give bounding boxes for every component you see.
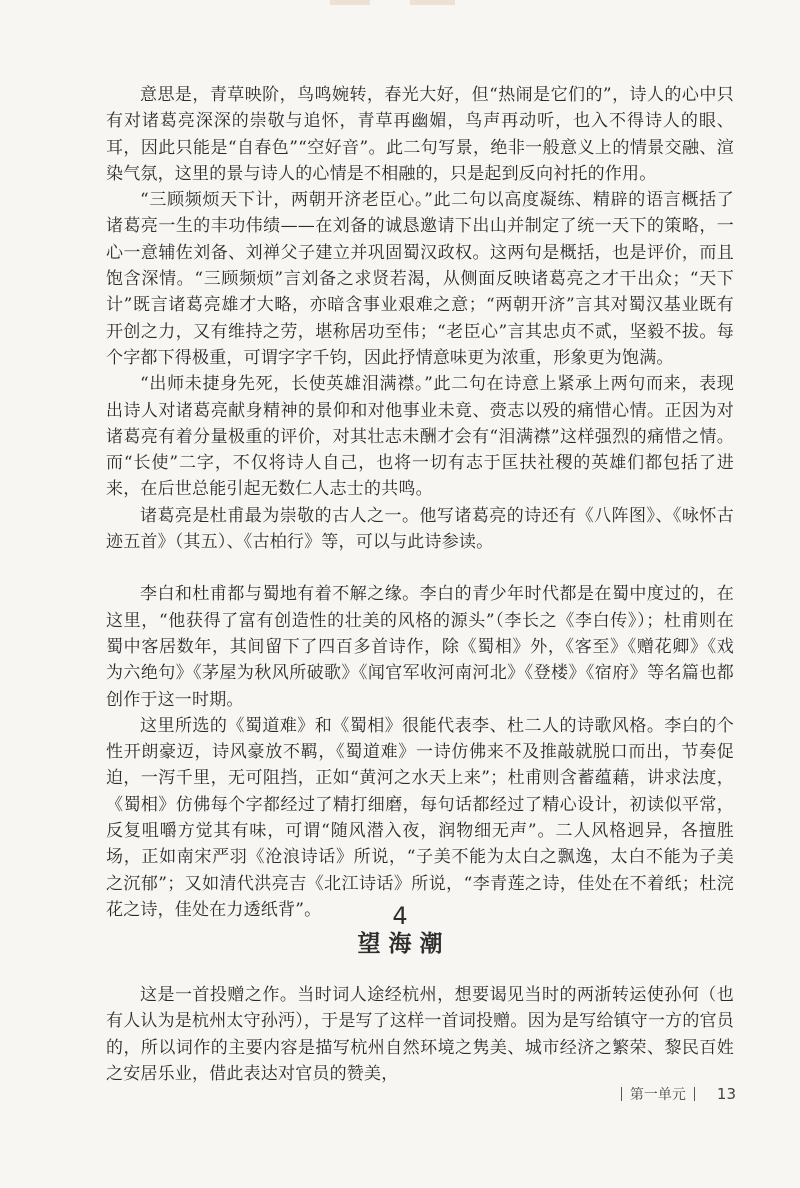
top-scan-marks — [300, 0, 480, 8]
footer-divider — [621, 1087, 622, 1101]
paragraph: 诸葛亮是杜甫最为崇敬的古人之一。他写诸葛亮的诗还有《八阵图》、《咏怀古迹五首》（其五）、《古柏行》等，可以与此诗参读。 — [106, 505, 734, 553]
scan-mark — [330, 0, 370, 5]
page-footer — [613, 1084, 736, 1104]
section-number: 4 — [392, 902, 408, 930]
paragraph: “出师未捷身先死，长使英雄泪满襟。”此二句在诗意上紧承上两句而来，表现出诗人对诸葛亮献身精神的景仰和对他事业未竟、赍志以殁的痛惜心情。正因为对诸葛亮有着分量极重的评价，对其壮志未酬才会有“泪满襟”这样强烈的痛惜之情。而“长使”二字，不仅将诗人自己，也将一切有志于匡扶社稷的英雄们都包括了进来，在后世总能引起无数仁人志士的共鸣。 — [106, 374, 734, 500]
paragraph: “三顾频烦天下计，两朝开济老臣心。”此二句以高度凝练、精辟的语言概括了诸葛亮一生的丰功伟绩——在刘备的诚恳邀请下出山并制定了统一天下的策略，一心一意辅佐刘备、刘禅父子建立并巩固蜀汉政权。这两句是概括，也是评价，而且饱含深情。“三顾频烦”言刘备之求贤若渴，从侧面反映诸葛亮之才干出众；“天下计”既言诸葛亮雄才大略，亦暗含事业艰难之意；“两朝开济”言其对蜀汉基业既有开创之力，又有维持之劳，堪称居功至伟；“老臣心”言其忠贞不贰，坚毅不拔。每个字都下得极重，可谓字字千钧，因此抒情意味更为浓重，形象更为饱满。 — [106, 190, 734, 368]
section-title: 望海潮 — [357, 931, 451, 957]
scan-mark — [410, 0, 455, 5]
main-text-block — [106, 82, 734, 923]
paragraph: 意思是，青草映阶，鸟鸣婉转，春光大好，但“热闹是它们的”，诗人的心中只有对诸葛亮深深的崇敬与追怀，青草再幽媚，鸟声再动听，也入不得诗人的眼、耳，因此只能是“自春色”“空好音”。此二句写景，绝非一般意义上的情景交融、渲染气氛，这里的景与诗人的心情是不相融的，只是起到反向衬托的作用。 — [106, 85, 734, 184]
section-text-block — [106, 982, 734, 1087]
unit-label: 第一单元 — [629, 1087, 686, 1103]
footer-divider — [694, 1087, 695, 1101]
paragraph-gap — [106, 555, 734, 581]
paragraph: 这是一首投赠之作。当时词人途经杭州，想要谒见当时的两浙转运使孙何（也有人认为是杭州太守孙沔），于是写了这样一首词投赠。因为是写给镇守一方的官员的，所以词作的主要内容是描写杭州自然环境之隽美、城市经济之繁荣、黎民百姓之安居乐业，借此表达对官员的赞美， — [106, 985, 734, 1084]
page-number: 13 — [716, 1085, 736, 1103]
paragraph: 李白和杜甫都与蜀地有着不解之缘。李白的青少年时代都是在蜀中度过的，在这里，“他获得了富有创造性的壮美的风格的源头”（李长之《李白传》）；杜甫则在蜀中客居数年，其间留下了四百多首诗作，除《蜀相》外，《客至》《赠花卿》《戏为六绝句》《茅屋为秋风所破歌》《闻官军收河南河北》《登楼》《宿府》等名篇也都创作于这一时期。 — [106, 584, 734, 710]
paragraph: 这里所选的《蜀道难》和《蜀相》很能代表李、杜二人的诗歌风格。李白的个性开朗豪迈，诗风豪放不羁，《蜀道难》一诗仿佛来不及推敲就脱口而出，节奏促迫，一泻千里，无可阻挡，正如“黄河之水天上来”；杜甫则含蓄蕴藉，讲求法度，《蜀相》仿佛每个字都经过了精打细磨，每句话都经过了精心设计，初读似平常，反复咀嚼方觉其有味，可谓“随风潜入夜，润物细无声”。二人风格迥异，各擅胜场，正如南宋严羽《沧浪诗话》所说，“子美不能为太白之飘逸，太白不能为子美之沉郁”；又如清代洪亮吉《北江诗话》所说，“李青莲之诗，佳处在不着纸；杜浣花之诗，佳处在力透纸背”。 — [106, 715, 734, 920]
